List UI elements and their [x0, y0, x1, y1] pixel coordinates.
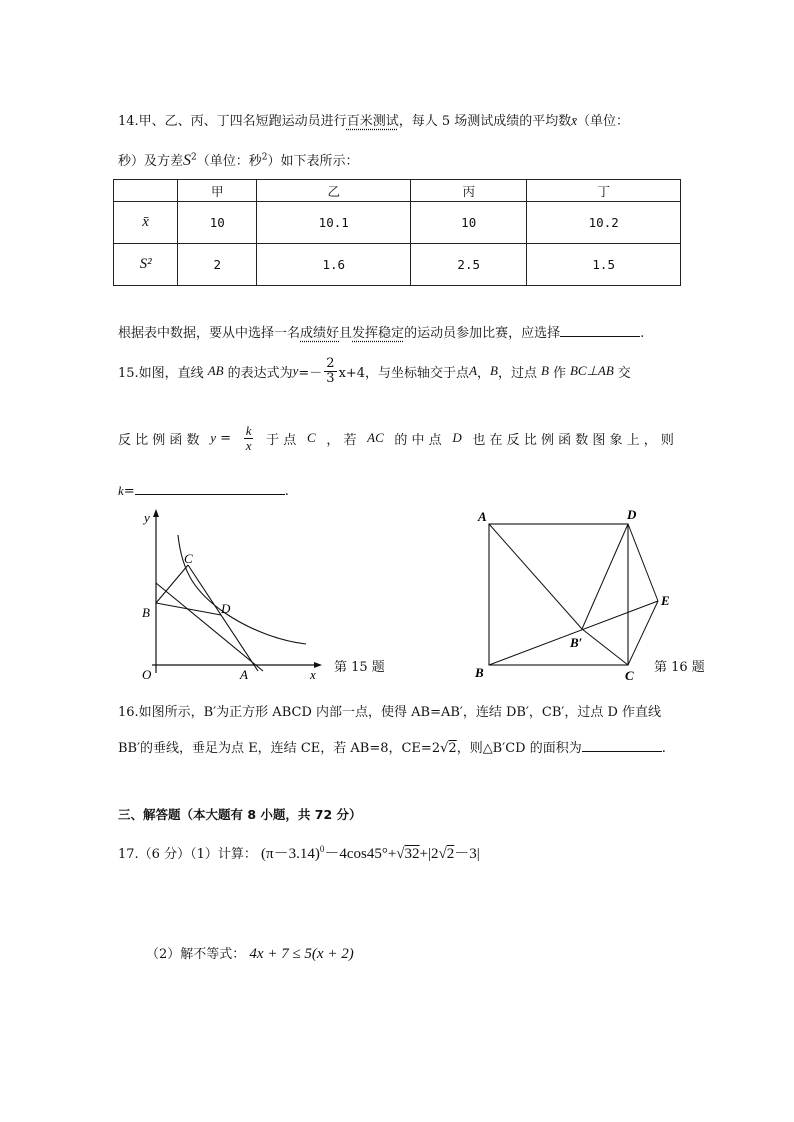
q16-line2-a: BB′的垂线，垂足为点 E，连结 CE，若 AB=8，CE= [118, 741, 432, 756]
label-b: B [475, 665, 484, 680]
q14-line3-b: 的运动员参加比赛，应选择 [404, 326, 561, 341]
q15-line2-a: 反 比 例 函 数 [118, 432, 200, 448]
q15-line2-f: 的 中 点 [394, 432, 442, 448]
table-header-cell: 丙 [411, 180, 527, 202]
table-cell: 10.2 [527, 202, 681, 244]
segment-bc [156, 565, 188, 603]
q15-ab: AB [207, 363, 224, 379]
q17-expr-d: －3| [454, 846, 480, 862]
table-row-label: x̄ [114, 202, 178, 244]
q15-line3 [118, 482, 289, 499]
q17-expr-exp: 0 [319, 844, 325, 854]
q16-radicand: 2 [448, 741, 457, 756]
q15-line2-eq: = [220, 431, 232, 447]
label-c: C [184, 551, 193, 566]
q14-line2-b: （单位：秒 [196, 154, 262, 169]
q15-point-a: A [469, 363, 478, 379]
q15-text-c: x+4，与坐标轴交于点 [338, 365, 470, 381]
q17-part1 [118, 842, 480, 863]
q16-line1: 16.如图所示，B′为正方形 ABCD 内部一点，使得 AB=AB′，连结 DB′，CB′，过点 D 作直线 [118, 705, 662, 720]
q16-line2 [118, 737, 666, 756]
q15-line2-e: AC [367, 430, 384, 446]
q17-expr-a: (π－3.14) [261, 846, 320, 862]
label-b: B [142, 605, 150, 620]
q15-line2-h: 也 在 反 比 例 函 数 图 象 上 ， 则 [472, 432, 674, 448]
q14-line1 [118, 110, 629, 129]
q14-line3-a: 根据表中数据，要从中选择一名 [118, 326, 301, 341]
q14-text-a: 14.甲、乙、丙、丁四名短跑运动员进行 [118, 114, 347, 129]
q14-dotted-stable: 发挥稳定 [352, 326, 405, 341]
q14-text-b: ，每人 5 场测试成绩的平均数 [398, 114, 572, 129]
q16-figure-caption: 第 16 题 [654, 660, 705, 675]
label-d: D [221, 601, 231, 616]
q15-comma: ， [477, 365, 491, 381]
q16-radical: √2 [440, 741, 457, 756]
q15-text-i: 作 [552, 365, 566, 381]
q15-frac2-num: k [245, 423, 252, 438]
label-c: C [625, 668, 634, 683]
q16-line2-end: . [661, 741, 666, 756]
q15-line2-c: C [306, 430, 316, 446]
segment-ab-prime [489, 524, 582, 629]
table-header-cell: 甲 [178, 180, 257, 202]
q15-line2-d: ， 若 [326, 432, 357, 448]
label-x: x [310, 667, 316, 682]
q14-line2-c: ）如下表所示： [267, 154, 359, 169]
table-cell: 10 [178, 202, 257, 244]
q17-radicand-2: 2 [446, 846, 455, 862]
table-cell: 2 [178, 244, 257, 286]
label-d: D [627, 507, 637, 522]
q15-fraction [324, 357, 336, 385]
q15-kx-fraction [244, 424, 254, 452]
label-b-prime: B′ [570, 635, 583, 650]
segment-cb-prime [582, 629, 628, 665]
q16-radical-coef: 2 [431, 741, 441, 756]
q15-frac2-den: x [245, 437, 252, 453]
q15-line2 [118, 424, 674, 452]
q15-line2-b: 于 点 [266, 432, 297, 448]
hyperbola-curve [178, 535, 306, 644]
table-header-cell: 乙 [257, 180, 411, 202]
q14-line2: 秒）及方差$S^2$（单位：秒$^2$）如下表所示： [118, 152, 359, 169]
label-a: A [478, 509, 487, 524]
q15-figure-caption: 第 15 题 [334, 660, 385, 675]
segment-de [628, 524, 658, 601]
q17-expr-b: －4cos45°+ [324, 846, 397, 862]
q15-line3-end: . [284, 484, 289, 499]
q17-expr-c: +|2 [419, 846, 439, 862]
q15-text-k: 交 [617, 365, 631, 381]
q17-radicand-1: 32 [404, 846, 420, 862]
table-header-cell: 丁 [527, 180, 681, 202]
label-e: E [661, 593, 670, 608]
q14-dotted-term: 百米测试 [346, 114, 399, 129]
q15-answer-blank[interactable] [135, 482, 285, 495]
q14-line3-end: . [640, 326, 645, 341]
q15-frac-den: 3 [326, 370, 335, 386]
line-ab [156, 583, 263, 671]
y-axis-arrow [153, 509, 159, 517]
q15-line1 [118, 357, 631, 385]
table-cell: 10.1 [257, 202, 411, 244]
square-abcd [489, 524, 628, 665]
q14-line3-mid: 且 [339, 326, 353, 341]
q14-variance-symbol: S [183, 152, 192, 169]
q16-line2-b: ，则△B′CD 的面积为 [456, 741, 582, 756]
table-cell: 1.6 [257, 244, 411, 286]
segment-db-prime [582, 524, 628, 629]
section3-title: 三、解答题（本大题有 8 小题，共 72 分） [118, 807, 362, 822]
q14-dotted-good: 成绩好 [300, 326, 340, 341]
table-cell: 2.5 [411, 244, 527, 286]
q17-inequality: 4x + 7 ≤ 5(x + 2) [249, 946, 354, 962]
segment-bd [156, 603, 221, 615]
table-row [114, 202, 681, 244]
table-row-label: S² [114, 244, 178, 286]
table-row [114, 244, 681, 286]
label-y: y [144, 510, 150, 525]
q17-expression: $(\pi-3.14)^0-4\cos 45^\circ+√32+|2√2-3|$ [261, 844, 480, 862]
q16-answer-blank[interactable] [582, 739, 662, 752]
q15-line2-y: y [210, 430, 216, 446]
q14-stats-table [113, 179, 681, 286]
q17-part1-label: 17.（6 分）（1）计算： [118, 847, 257, 862]
table-header-row [114, 180, 681, 202]
q17-part2-label: （2）解不等式： [146, 947, 246, 962]
label-o: O [142, 667, 152, 682]
q15-perp: BC⊥AB [569, 363, 614, 379]
table-cell: 1.5 [527, 244, 681, 286]
q14-line2-a: 秒）及方差 [118, 154, 184, 169]
q15-eq: =－ [298, 365, 323, 381]
table-header-cell [114, 180, 178, 202]
q15-k-eq: = [123, 484, 135, 499]
q14-mean-symbol: x̄ [571, 113, 578, 128]
q16-figure [470, 505, 680, 685]
q14-text-c: （单位： [577, 114, 630, 129]
q15-point-b: B [490, 363, 498, 379]
q14-answer-blank[interactable] [560, 324, 640, 337]
q14-line3 [118, 322, 644, 341]
q15-text-b: 的表达式为 [227, 365, 293, 381]
q17-part2 [146, 943, 354, 963]
q15-text-a: 15.如图，直线 [118, 365, 204, 381]
q15-point-b2: B [541, 363, 549, 379]
q15-line2-g: D [452, 430, 462, 446]
q15-y: y [292, 363, 299, 379]
label-a: A [240, 667, 248, 682]
table-cell: 10 [411, 202, 527, 244]
q15-frac-num: 2 [326, 356, 335, 371]
q15-text-g: ，过点 [497, 365, 537, 381]
q15-k: k [118, 483, 124, 498]
